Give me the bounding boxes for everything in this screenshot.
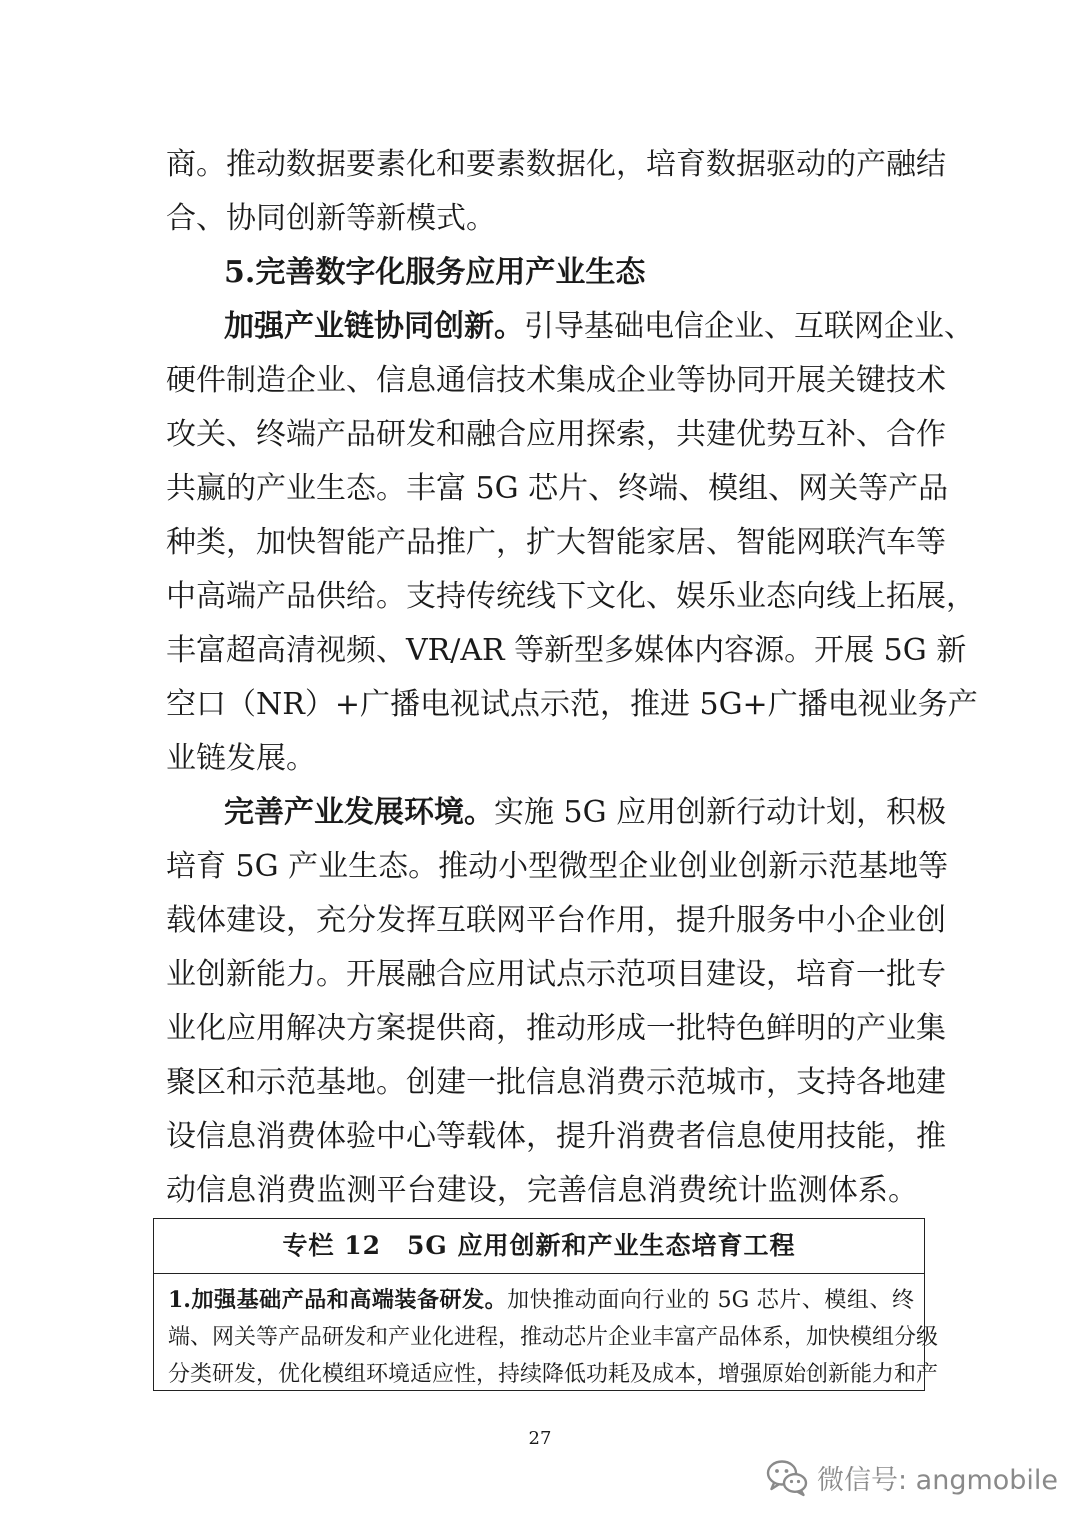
document-body [166, 138, 978, 1218]
paragraph-line: 空口（NR）+广播电视试点示范，推进 5G+广播电视业务产 [166, 687, 978, 722]
paragraph-line: 种类，加快智能产品推广，扩大智能家居、智能网联汽车等 [166, 525, 946, 560]
column-box-title: 专栏 12 5G 应用创新和产业生态培育工程 [154, 1219, 924, 1274]
column-box-line [168, 1282, 914, 1319]
paragraph-line: 动信息消费监测平台建设，完善信息消费统计监测体系。 [166, 1173, 918, 1208]
paragraph-line [166, 300, 974, 354]
wechat-icon [765, 1457, 809, 1497]
paragraph-line: 中高端产品供给。支持传统线下文化、娱乐业态向线上拓展， [166, 579, 976, 614]
watermark-text: 微信号: angmobile [817, 1464, 1059, 1496]
paragraph-line: 培育 5G 产业生态。推动小型微型企业创业创新示范基地等 [166, 849, 949, 884]
paragraph-line: 聚区和示范基地。创建一批信息消费示范城市，支持各地建 [166, 1065, 946, 1100]
paragraph-line: 业链发展。 [166, 741, 316, 776]
section-heading: 5.完善数字化服务应用产业生态 [224, 255, 646, 290]
paragraph-bold-lead: 完善产业发展环境。 [224, 795, 494, 830]
paragraph-line: 设信息消费体验中心等载体，提升消费者信息使用技能，推 [166, 1119, 946, 1154]
watermark [765, 1455, 1058, 1499]
paragraph-line: 业化应用解决方案提供商，推动形成一批特色鲜明的产业集 [166, 1011, 946, 1046]
column-box-line: 端、网关等产品研发和产业化进程，推动芯片企业丰富产品体系，加快模组分级 [168, 1325, 939, 1350]
paragraph-line: 商。推动数据要素化和要素数据化，培育数据驱动的产融结 [166, 147, 946, 182]
paragraph-line [166, 786, 947, 840]
paragraph-line: 共赢的产业生态。丰富 5G 芯片、终端、模组、网关等产品 [166, 471, 949, 506]
paragraph-line: 攻关、终端产品研发和融合应用探索，共建优势互补、合作 [166, 417, 946, 452]
paragraph-bold-lead: 加强产业链协同创新。 [224, 309, 524, 344]
column-box-line: 分类研发，优化模组环境适应性，持续降低功耗及成本，增强原始创新能力和产 [168, 1362, 939, 1387]
paragraph-line: 合、协同创新等新模式。 [166, 201, 496, 236]
column-box-bold-lead: 1.加强基础产品和高端装备研发。 [168, 1287, 508, 1313]
page-number: 27 [528, 1428, 552, 1449]
paragraph-text: 实施 5G 应用创新行动计划，积极 [494, 795, 947, 830]
paragraph-text: 引导基础电信企业、互联网企业、 [524, 309, 974, 344]
column-box-body [154, 1274, 939, 1393]
column-box-text: 加快推动面向行业的 5G 芯片、模组、终 [507, 1288, 915, 1313]
paragraph-line: 硬件制造企业、信息通信技术集成企业等协同开展关键技术 [166, 363, 946, 398]
paragraph-line: 载体建设，充分发挥互联网平台作用，提升服务中小企业创 [166, 903, 946, 938]
paragraph-line: 丰富超高清视频、VR/AR 等新型多媒体内容源。开展 5G 新 [166, 633, 967, 668]
paragraph-line: 业创新能力。开展融合应用试点示范项目建设，培育一批专 [166, 957, 946, 992]
column-box [153, 1218, 939, 1391]
